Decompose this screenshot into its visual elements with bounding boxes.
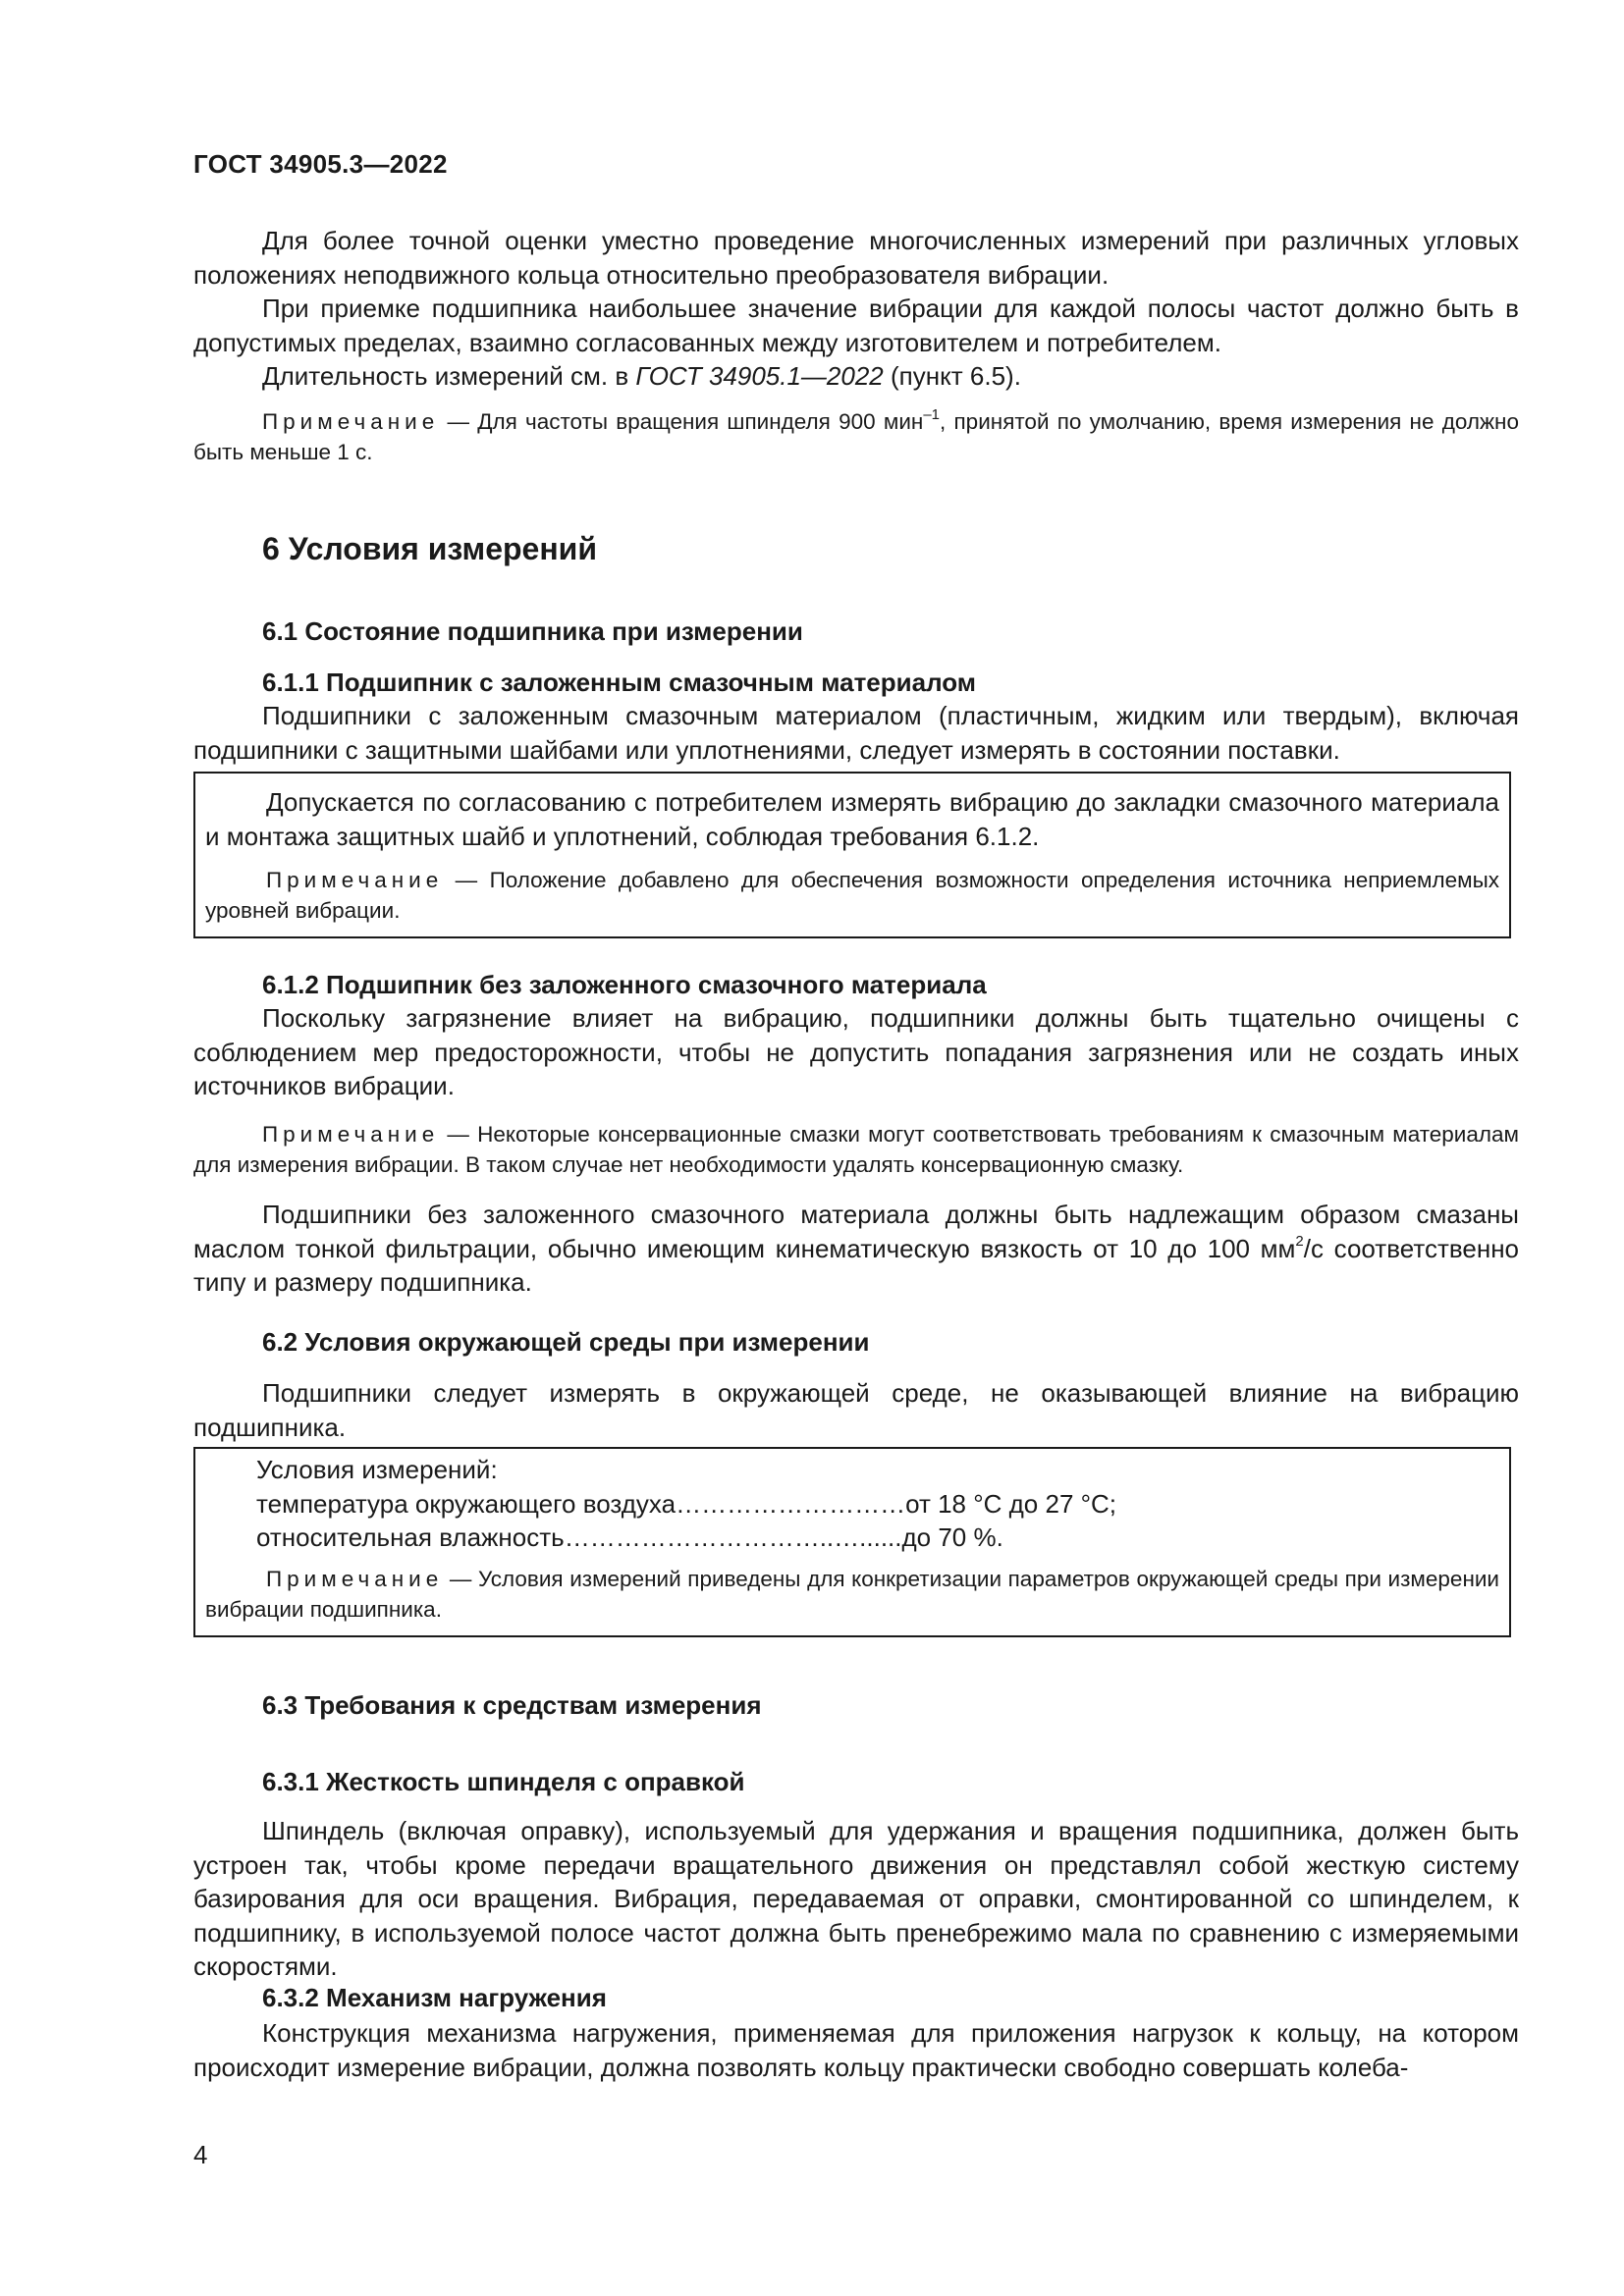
standard-reference: ГОСТ 34905.1—2022 bbox=[635, 361, 884, 391]
section-6-1-2-body: Поскольку загрязнение влияет на вибрацию, подшипники должны быть тщательно очищены с соблюдением мер предосторожности, чтобы не допустить попадания загрязнения или не создать иных источников вибрации. bbox=[193, 1003, 1519, 1100]
section-6-3-1-body: Шпиндель (включая оправку), используемый для удержания и вращения подшипника, должен быть устроен так, чтобы кроме передачи вращательного движения он представлял собой жесткую систему базирования для оси вращения. Вибрация, передаваемая от оправки, смонтированной со шпинделем, к подшипнику, в используемой полосе частот должна быть пренебрежимо мала по сравнению с измеряемыми скоростями. bbox=[193, 1816, 1519, 1981]
section-6-2-body: Подшипники следует измерять в окружающей среде, не оказывающей влияние на вибрацию подшипника. bbox=[193, 1378, 1519, 1442]
amendment-box-2-note: Примечание — Условия измерений приведены для конкретизации параметров окружающей среды при измерении вибрации подшипника. bbox=[205, 1566, 1499, 1622]
section-6-3-2-body: Конструкция механизма нагружения, применяемая для приложения нагрузок к кольцу, на котором происходит измерение вибрации, должна позволять кольцу практически свободно совершать колеба- bbox=[193, 2018, 1519, 2082]
section-6-1-1-body: Подшипники с заложенным смазочным материалом (пластичным, жидким или твердым), включая подшипники с защитными шайбами или уплотнениями, следует измерять в состоянии поставки. bbox=[193, 701, 1519, 765]
amendment-box-2 bbox=[193, 1447, 1511, 1637]
section-6-3-title: 6.3 Требования к средствам измерения bbox=[262, 1690, 762, 1720]
amendment-box-1-text: Допускается по согласованию с потребителем измерять вибрацию до закладки смазочного материала и монтажа защитных шайб и уплотнений, соблюдая требования 6.1.2. bbox=[205, 787, 1499, 851]
intro-paragraph-1: Для более точной оценки уместно проведение многочисленных измерений при различных угловых положениях неподвижного кольца относительно преобразователя вибрации. bbox=[193, 226, 1519, 290]
intro-paragraph-2: При приемке подшипника наибольшее значение вибрации для каждой полосы частот должно быть в допустимых пределах, взаимно согласованных между изготовителем и потребителем. bbox=[193, 294, 1519, 357]
page-number: 4 bbox=[193, 2140, 208, 2169]
section-6-1-title: 6.1 Состояние подшипника при измерении bbox=[262, 616, 803, 646]
conditions-temperature: температура окружающего воздуха………………………от 18 °С до 27 °С; bbox=[256, 1488, 1117, 1519]
section-6-1-2-title: 6.1.2 Подшипник без заложенного смазочного материала bbox=[262, 970, 987, 999]
note-label: Примечание bbox=[262, 409, 440, 434]
intro-note: Примечание — Для частоты вращения шпинделя 900 мин$^{-1}$, принятой по умолчанию, время измерения не должно быть меньше 1 с. bbox=[193, 405, 1519, 464]
section-6-1-2-body-2: Подшипники без заложенного смазочного материала должны быть надлежащим образом смазаны маслом тонкой фильтрации, обычно имеющим кинематическую вязкость от 10 до 100 $мм^2/с$ соответственно типу и размеру подшипника. bbox=[193, 1200, 1520, 1297]
intro-section bbox=[193, 224, 1519, 394]
section-6-3-2-title: 6.3.2 Механизм нагружения bbox=[262, 1983, 607, 2012]
amendment-box-1 bbox=[193, 772, 1511, 938]
section-6-title: 6 Условия измерений bbox=[262, 531, 597, 566]
section-6-1-1-title: 6.1.1 Подшипник с заложенным смазочным материалом bbox=[262, 667, 977, 697]
intro-paragraph-3: Длительность измерений см. в ГОСТ 34905.1—2022 (пункт 6.5). bbox=[262, 361, 1021, 391]
conditions-heading: Условия измерений: bbox=[256, 1455, 498, 1484]
section-6-1-2-note: Примечание — Некоторые консервационные смазки могут соответствовать требованиям к смазочным материалам для измерения вибрации. В таком случае нет необходимости удалять консервационную смазку. bbox=[193, 1122, 1519, 1177]
document-header: ГОСТ 34905.3—2022 bbox=[193, 149, 448, 179]
section-6-2-title: 6.2 Условия окружающей среды при измерении bbox=[262, 1327, 870, 1357]
document-page bbox=[193, 0, 1519, 2296]
amendment-box-1-note: Примечание — Положение добавлено для обеспечения возможности определения источника неприемлемых уровней вибрации. bbox=[205, 868, 1499, 923]
section-6-3-1-title: 6.3.1 Жесткость шпинделя с оправкой bbox=[262, 1767, 745, 1796]
conditions-humidity: относительная влажность…………………………..…......до 70 %. bbox=[256, 1522, 1003, 1552]
